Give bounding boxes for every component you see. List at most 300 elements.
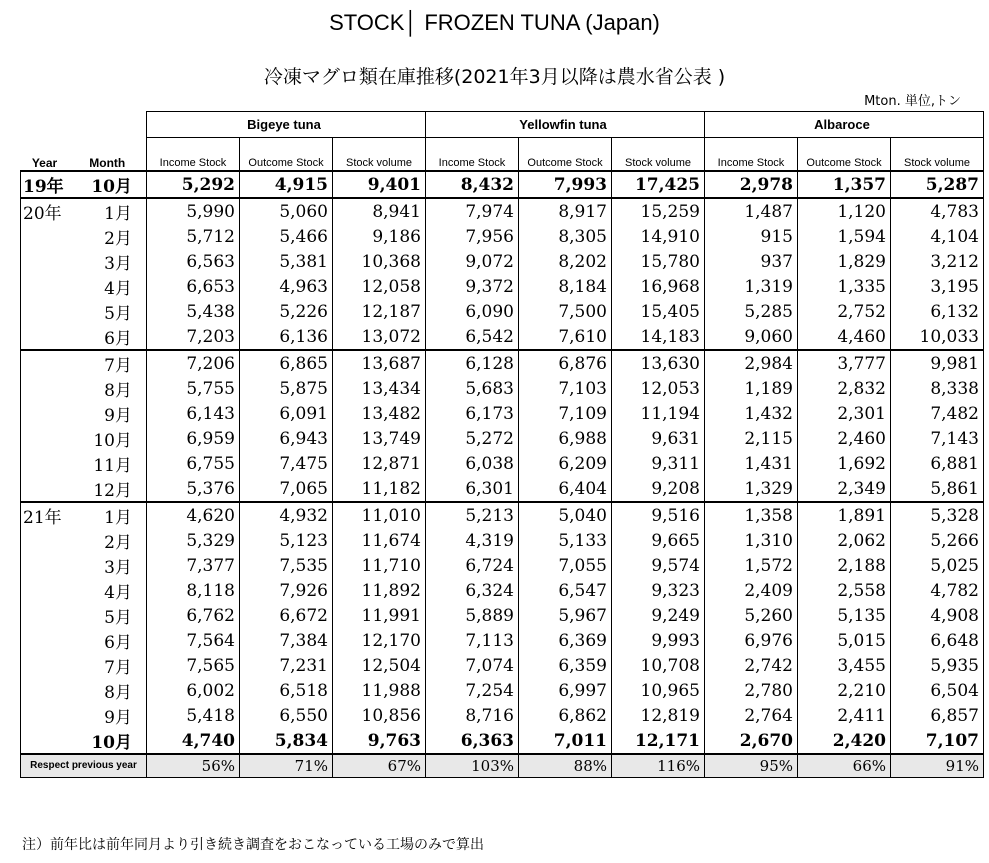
footnote: 注）前年比は前年同月より引き続き調査をおこなっている工場のみで算出 <box>22 837 484 853</box>
cell-value: 15,259 <box>612 198 705 224</box>
table-row <box>21 628 984 653</box>
cell-year <box>21 324 69 350</box>
cell-month: 10月 <box>69 426 147 451</box>
cell-value: 4,620 <box>147 502 240 528</box>
cell-value: 1,829 <box>798 249 891 274</box>
cell-value: 2,752 <box>798 299 891 324</box>
cell-value: 9,072 <box>426 249 519 274</box>
col-stock-volume: Stock volume <box>891 138 984 172</box>
cell-value: 10,368 <box>333 249 426 274</box>
cell-value: 17,425 <box>612 171 705 198</box>
cell-value: 16,968 <box>612 274 705 299</box>
cell-value: 6,672 <box>240 603 333 628</box>
cell-value: 9,763 <box>333 728 426 754</box>
cell-value: 13,687 <box>333 350 426 376</box>
cell-value: 9,401 <box>333 171 426 198</box>
cell-month: 4月 <box>69 578 147 603</box>
cell-value: 6,324 <box>426 578 519 603</box>
cell-month: 4月 <box>69 274 147 299</box>
cell-value: 7,074 <box>426 653 519 678</box>
cell-month: 12月 <box>69 476 147 502</box>
respect-value: 103% <box>426 754 519 778</box>
table-row <box>21 426 984 451</box>
cell-year <box>21 451 69 476</box>
cell-year <box>21 628 69 653</box>
cell-value: 6,091 <box>240 401 333 426</box>
table-row <box>21 502 984 528</box>
cell-value: 6,038 <box>426 451 519 476</box>
cell-value: 9,249 <box>612 603 705 628</box>
cell-month: 6月 <box>69 324 147 350</box>
table-row <box>21 249 984 274</box>
cell-value: 11,988 <box>333 678 426 703</box>
cell-value: 7,254 <box>426 678 519 703</box>
cell-value: 10,708 <box>612 653 705 678</box>
cell-value: 5,329 <box>147 528 240 553</box>
page-title: STOCK│ FROZEN TUNA (Japan) <box>329 10 660 35</box>
col-stock-volume: Stock volume <box>612 138 705 172</box>
cell-value: 5,123 <box>240 528 333 553</box>
cell-value: 6,857 <box>891 703 984 728</box>
cell-year <box>21 528 69 553</box>
cell-value: 1,594 <box>798 224 891 249</box>
cell-year: 19年 <box>21 171 69 198</box>
cell-value: 5,328 <box>891 502 984 528</box>
cell-value: 6,653 <box>147 274 240 299</box>
cell-value: 5,889 <box>426 603 519 628</box>
unit-en: Mton. <box>864 94 901 109</box>
cell-value: 5,287 <box>891 171 984 198</box>
cell-value: 915 <box>705 224 798 249</box>
cell-value: 5,875 <box>240 376 333 401</box>
cell-value: 10,965 <box>612 678 705 703</box>
respect-row <box>21 754 984 778</box>
cell-value: 15,405 <box>612 299 705 324</box>
cell-value: 4,932 <box>240 502 333 528</box>
cell-value: 4,783 <box>891 198 984 224</box>
col-month: Month <box>69 138 147 172</box>
cell-value: 7,206 <box>147 350 240 376</box>
cell-value: 5,015 <box>798 628 891 653</box>
cell-value: 6,359 <box>519 653 612 678</box>
cell-value: 11,194 <box>612 401 705 426</box>
cell-value: 5,755 <box>147 376 240 401</box>
cell-month: 3月 <box>69 249 147 274</box>
cell-value: 1,891 <box>798 502 891 528</box>
respect-value: 66% <box>798 754 891 778</box>
cell-value: 1,431 <box>705 451 798 476</box>
cell-value: 8,305 <box>519 224 612 249</box>
cell-value: 6,136 <box>240 324 333 350</box>
cell-value: 9,516 <box>612 502 705 528</box>
cell-value: 12,170 <box>333 628 426 653</box>
cell-year <box>21 249 69 274</box>
cell-value: 5,990 <box>147 198 240 224</box>
stock-table <box>20 111 984 778</box>
cell-value: 2,420 <box>798 728 891 754</box>
cell-value: 7,203 <box>147 324 240 350</box>
cell-value: 3,212 <box>891 249 984 274</box>
cell-value: 6,876 <box>519 350 612 376</box>
cell-value: 6,504 <box>891 678 984 703</box>
cell-value: 1,358 <box>705 502 798 528</box>
cell-value: 2,742 <box>705 653 798 678</box>
table-row <box>21 274 984 299</box>
cell-value: 937 <box>705 249 798 274</box>
cell-value: 4,460 <box>798 324 891 350</box>
cell-value: 1,432 <box>705 401 798 426</box>
cell-value: 6,132 <box>891 299 984 324</box>
cell-value: 5,683 <box>426 376 519 401</box>
cell-value: 3,777 <box>798 350 891 376</box>
cell-value: 7,065 <box>240 476 333 502</box>
cell-value: 8,716 <box>426 703 519 728</box>
cell-value: 6,976 <box>705 628 798 653</box>
col-income-stock: Income Stock <box>426 138 519 172</box>
cell-year <box>21 401 69 426</box>
group-albacore: Albaroce <box>705 112 984 138</box>
cell-value: 5,438 <box>147 299 240 324</box>
cell-value: 6,550 <box>240 703 333 728</box>
cell-value: 6,648 <box>891 628 984 653</box>
cell-value: 2,670 <box>705 728 798 754</box>
cell-year: 20年 <box>21 198 69 224</box>
cell-value: 10,856 <box>333 703 426 728</box>
table-row <box>21 703 984 728</box>
cell-month: 2月 <box>69 528 147 553</box>
cell-year <box>21 426 69 451</box>
cell-value: 5,040 <box>519 502 612 528</box>
cell-year <box>21 653 69 678</box>
respect-label: Respect previous year <box>21 754 147 778</box>
cell-value: 5,260 <box>705 603 798 628</box>
cell-value: 12,187 <box>333 299 426 324</box>
respect-value: 95% <box>705 754 798 778</box>
cell-value: 11,010 <box>333 502 426 528</box>
cell-value: 2,764 <box>705 703 798 728</box>
cell-value: 1,487 <box>705 198 798 224</box>
cell-value: 2,349 <box>798 476 891 502</box>
cell-year <box>21 578 69 603</box>
cell-month: 5月 <box>69 603 147 628</box>
cell-month: 1月 <box>69 198 147 224</box>
cell-value: 2,409 <box>705 578 798 603</box>
cell-value: 9,993 <box>612 628 705 653</box>
cell-value: 1,692 <box>798 451 891 476</box>
table-row <box>21 401 984 426</box>
cell-value: 6,865 <box>240 350 333 376</box>
cell-value: 7,055 <box>519 553 612 578</box>
cell-value: 6,862 <box>519 703 612 728</box>
cell-value: 1,120 <box>798 198 891 224</box>
cell-value: 2,188 <box>798 553 891 578</box>
cell-value: 5,712 <box>147 224 240 249</box>
table-row <box>21 198 984 224</box>
cell-value: 12,058 <box>333 274 426 299</box>
table-row <box>21 324 984 350</box>
cell-value: 13,072 <box>333 324 426 350</box>
cell-value: 2,460 <box>798 426 891 451</box>
cell-value: 7,377 <box>147 553 240 578</box>
col-income-stock: Income Stock <box>705 138 798 172</box>
cell-value: 6,090 <box>426 299 519 324</box>
cell-value: 14,910 <box>612 224 705 249</box>
cell-value: 9,981 <box>891 350 984 376</box>
table-row <box>21 451 984 476</box>
cell-value: 7,475 <box>240 451 333 476</box>
cell-year <box>21 350 69 376</box>
table-row <box>21 299 984 324</box>
table-row <box>21 224 984 249</box>
cell-value: 5,376 <box>147 476 240 502</box>
cell-value: 5,935 <box>891 653 984 678</box>
cell-value: 5,226 <box>240 299 333 324</box>
cell-value: 8,432 <box>426 171 519 198</box>
cell-value: 2,062 <box>798 528 891 553</box>
cell-value: 7,993 <box>519 171 612 198</box>
cell-value: 6,404 <box>519 476 612 502</box>
cell-value: 2,411 <box>798 703 891 728</box>
cell-value: 12,871 <box>333 451 426 476</box>
cell-month: 8月 <box>69 376 147 401</box>
cell-value: 7,565 <box>147 653 240 678</box>
cell-value: 6,563 <box>147 249 240 274</box>
cell-month: 5月 <box>69 299 147 324</box>
cell-value: 2,115 <box>705 426 798 451</box>
cell-value: 6,542 <box>426 324 519 350</box>
respect-value: 71% <box>240 754 333 778</box>
cell-value: 7,107 <box>891 728 984 754</box>
cell-value: 10,033 <box>891 324 984 350</box>
cell-value: 7,482 <box>891 401 984 426</box>
cell-value: 7,926 <box>240 578 333 603</box>
cell-value: 2,210 <box>798 678 891 703</box>
table-row <box>21 578 984 603</box>
cell-value: 9,186 <box>333 224 426 249</box>
table-row <box>21 653 984 678</box>
cell-value: 5,834 <box>240 728 333 754</box>
cell-value: 1,335 <box>798 274 891 299</box>
cell-value: 1,572 <box>705 553 798 578</box>
unit-jp: 単位,トン <box>904 94 961 109</box>
cell-value: 7,011 <box>519 728 612 754</box>
cell-value: 7,610 <box>519 324 612 350</box>
cell-value: 7,535 <box>240 553 333 578</box>
cell-value: 1,357 <box>798 171 891 198</box>
cell-month: 11月 <box>69 451 147 476</box>
cell-value: 5,418 <box>147 703 240 728</box>
cell-year <box>21 603 69 628</box>
col-outcome-stock: Outcome Stock <box>240 138 333 172</box>
cell-value: 14,183 <box>612 324 705 350</box>
cell-value: 4,104 <box>891 224 984 249</box>
cell-month: 9月 <box>69 703 147 728</box>
cell-value: 2,832 <box>798 376 891 401</box>
cell-value: 3,455 <box>798 653 891 678</box>
cell-value: 7,109 <box>519 401 612 426</box>
col-year: Year <box>21 138 69 172</box>
cell-value: 13,630 <box>612 350 705 376</box>
cell-month: 3月 <box>69 553 147 578</box>
group-yellowfin: Yellowfin tuna <box>426 112 705 138</box>
cell-value: 8,202 <box>519 249 612 274</box>
cell-value: 13,434 <box>333 376 426 401</box>
cell-month: 10月 <box>69 171 147 198</box>
cell-month: 10月 <box>69 728 147 754</box>
cell-value: 9,311 <box>612 451 705 476</box>
cell-value: 9,060 <box>705 324 798 350</box>
table-row <box>21 553 984 578</box>
cell-value: 5,381 <box>240 249 333 274</box>
respect-value: 91% <box>891 754 984 778</box>
cell-year <box>21 224 69 249</box>
cell-value: 6,143 <box>147 401 240 426</box>
cell-value: 8,941 <box>333 198 426 224</box>
cell-value: 7,974 <box>426 198 519 224</box>
cell-value: 7,103 <box>519 376 612 401</box>
table-row <box>21 528 984 553</box>
cell-year: 21年 <box>21 502 69 528</box>
col-stock-volume: Stock volume <box>333 138 426 172</box>
cell-value: 9,323 <box>612 578 705 603</box>
cell-value: 1,189 <box>705 376 798 401</box>
cell-value: 7,231 <box>240 653 333 678</box>
cell-value: 5,967 <box>519 603 612 628</box>
cell-value: 7,564 <box>147 628 240 653</box>
cell-value: 9,665 <box>612 528 705 553</box>
cell-month: 9月 <box>69 401 147 426</box>
cell-value: 11,182 <box>333 476 426 502</box>
cell-value: 4,963 <box>240 274 333 299</box>
table-row <box>21 728 984 754</box>
cell-value: 2,978 <box>705 171 798 198</box>
cell-value: 12,053 <box>612 376 705 401</box>
cell-value: 5,025 <box>891 553 984 578</box>
cell-value: 7,956 <box>426 224 519 249</box>
cell-value: 11,892 <box>333 578 426 603</box>
cell-value: 2,558 <box>798 578 891 603</box>
cell-year <box>21 553 69 578</box>
respect-value: 88% <box>519 754 612 778</box>
cell-value: 6,988 <box>519 426 612 451</box>
cell-value: 4,908 <box>891 603 984 628</box>
respect-value: 116% <box>612 754 705 778</box>
cell-month: 8月 <box>69 678 147 703</box>
cell-value: 12,504 <box>333 653 426 678</box>
cell-value: 6,369 <box>519 628 612 653</box>
cell-value: 12,171 <box>612 728 705 754</box>
group-bigeye: Bigeye tuna <box>147 112 426 138</box>
cell-value: 6,547 <box>519 578 612 603</box>
cell-value: 9,574 <box>612 553 705 578</box>
col-outcome-stock: Outcome Stock <box>798 138 891 172</box>
cell-value: 2,780 <box>705 678 798 703</box>
cell-value: 8,917 <box>519 198 612 224</box>
cell-value: 6,363 <box>426 728 519 754</box>
cell-month: 6月 <box>69 628 147 653</box>
cell-value: 5,060 <box>240 198 333 224</box>
cell-value: 6,881 <box>891 451 984 476</box>
cell-value: 11,991 <box>333 603 426 628</box>
cell-value: 6,209 <box>519 451 612 476</box>
cell-value: 2,301 <box>798 401 891 426</box>
cell-value: 6,755 <box>147 451 240 476</box>
cell-value: 8,118 <box>147 578 240 603</box>
cell-value: 5,292 <box>147 171 240 198</box>
cell-value: 15,780 <box>612 249 705 274</box>
cell-value: 12,819 <box>612 703 705 728</box>
cell-value: 8,338 <box>891 376 984 401</box>
table-row <box>21 350 984 376</box>
cell-value: 5,285 <box>705 299 798 324</box>
cell-value: 5,266 <box>891 528 984 553</box>
cell-value: 4,740 <box>147 728 240 754</box>
cell-value: 6,128 <box>426 350 519 376</box>
page-subtitle: 冷凍マグロ類在庫推移(2021年3月以降は農水省公表 ) <box>263 66 726 88</box>
table-row <box>21 603 984 628</box>
cell-month: 7月 <box>69 350 147 376</box>
cell-year <box>21 703 69 728</box>
cell-value: 6,002 <box>147 678 240 703</box>
cell-value: 4,915 <box>240 171 333 198</box>
cell-value: 1,329 <box>705 476 798 502</box>
cell-value: 7,143 <box>891 426 984 451</box>
cell-value: 8,184 <box>519 274 612 299</box>
cell-value: 6,762 <box>147 603 240 628</box>
cell-year <box>21 728 69 754</box>
cell-value: 9,631 <box>612 426 705 451</box>
table-row <box>21 171 984 198</box>
cell-month: 2月 <box>69 224 147 249</box>
cell-value: 5,861 <box>891 476 984 502</box>
cell-year <box>21 299 69 324</box>
respect-value: 56% <box>147 754 240 778</box>
cell-value: 6,173 <box>426 401 519 426</box>
cell-value: 7,113 <box>426 628 519 653</box>
cell-year <box>21 678 69 703</box>
cell-value: 6,724 <box>426 553 519 578</box>
cell-value: 9,372 <box>426 274 519 299</box>
cell-year <box>21 376 69 401</box>
cell-value: 1,319 <box>705 274 798 299</box>
cell-value: 7,384 <box>240 628 333 653</box>
cell-value: 11,674 <box>333 528 426 553</box>
col-outcome-stock: Outcome Stock <box>519 138 612 172</box>
cell-month: 7月 <box>69 653 147 678</box>
cell-value: 6,301 <box>426 476 519 502</box>
header-blank <box>21 112 147 138</box>
cell-value: 6,943 <box>240 426 333 451</box>
cell-value: 13,749 <box>333 426 426 451</box>
respect-value: 67% <box>333 754 426 778</box>
table-row <box>21 376 984 401</box>
table-body <box>21 171 984 778</box>
cell-value: 9,208 <box>612 476 705 502</box>
cell-value: 5,133 <box>519 528 612 553</box>
cell-year <box>21 476 69 502</box>
cell-value: 5,135 <box>798 603 891 628</box>
col-income-stock: Income Stock <box>147 138 240 172</box>
cell-value: 11,710 <box>333 553 426 578</box>
cell-value: 3,195 <box>891 274 984 299</box>
cell-value: 6,997 <box>519 678 612 703</box>
cell-value: 4,319 <box>426 528 519 553</box>
cell-value: 6,518 <box>240 678 333 703</box>
cell-value: 5,272 <box>426 426 519 451</box>
cell-value: 1,310 <box>705 528 798 553</box>
cell-value: 13,482 <box>333 401 426 426</box>
cell-value: 4,782 <box>891 578 984 603</box>
